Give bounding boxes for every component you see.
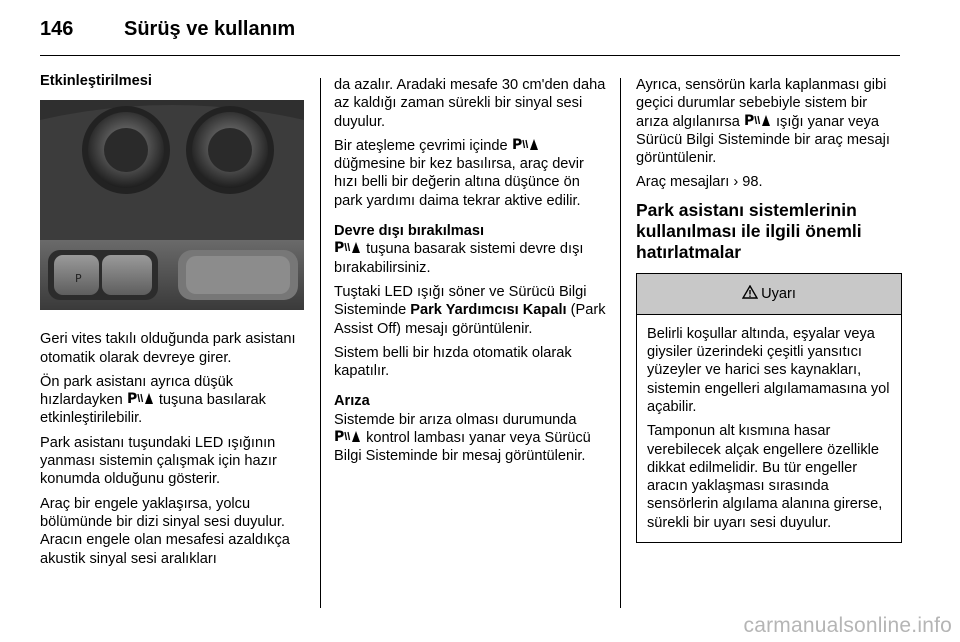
park-assist-icon xyxy=(334,240,362,254)
page-title: Sürüş ve kullanım xyxy=(124,18,296,40)
column-divider-1 xyxy=(320,78,321,608)
page-reference-link[interactable]: 98. xyxy=(742,174,763,191)
section-heading-important-notes: Park asistanı sistemlerinin kullanılması ile ilgili önemli hatırlatmalar xyxy=(636,199,862,262)
section-heading-deactivation: Devre dışı bırakılması xyxy=(334,223,485,240)
page-number: 146 xyxy=(40,18,74,40)
park-assist-icon xyxy=(127,391,155,405)
column-2 xyxy=(334,76,608,472)
paragraph: Park asistanı tuşundaki LED ışığının yanması sistemin çalışmak için hazır konumda olduğunu gösterir. xyxy=(40,434,277,488)
paragraph: P tuşuna basarak sistemi devre dışı bırakabilirsiniz. xyxy=(334,240,584,276)
svg-text:P: P xyxy=(334,240,345,255)
paragraph: Tamponun alt kısmına hasar verebilecek alçak engellere özellikle dikkat edilmelidir. Bu tür engeller aracın yaklaşması sırasında sensörlerin algılama alanına girerse, sürekli bir uyarı sesi duyulur. xyxy=(647,423,883,531)
paragraph: Geri vites takılı olduğunda park asistanı otomatik olarak devreye girer. xyxy=(40,331,296,366)
warning-body xyxy=(637,315,901,542)
watermark: carmanualsonline.info xyxy=(743,614,952,637)
header-divider xyxy=(40,55,900,56)
warning-title: Uyarı xyxy=(761,285,796,302)
paragraph: Sistemde bir arıza olması durumunda P kontrol lambası yanar veya Sürücü Bilgi Sisteminde bir mesaj görüntülenir. xyxy=(334,411,591,465)
warning-box xyxy=(636,273,902,543)
page-reference-icon: › xyxy=(733,174,739,191)
paragraph: Ayrıca, sensörün karla kaplanması gibi geçici durumlar sebebiyle sistem bir arıza algılanırsa P ışığı yanar veya Sürücü Bilgi Sisteminde bir araç mesajı görüntülenir. xyxy=(636,77,890,167)
paragraph: Tuştaki LED ışığı söner ve Sürücü Bilgi Sisteminde Park Yardımcısı Kapalı (Park Assist Off) mesajı görüntülenir. xyxy=(334,283,606,337)
paragraph: Araç mesajları › 98. xyxy=(636,174,763,191)
paragraph: Ön park asistanı ayrıca düşük hızlardayken P tuşuna basılarak etkinleştirilebilir. xyxy=(40,373,266,427)
svg-text:P: P xyxy=(334,429,345,444)
column-divider-2 xyxy=(620,78,621,608)
paragraph: Araç bir engele yaklaşırsa, yolcu bölümünde bir dizi sinyal sesi duyulur. Aracın engele olan mesafesi azaldıkça akustik sinyal sesi aralıkları xyxy=(40,495,290,567)
paragraph: Sistem belli bir hızda otomatik olarak kapatılır. xyxy=(334,344,572,380)
svg-text:P: P xyxy=(126,391,138,406)
paragraph: da azalır. Aradaki mesafe 30 cm'den daha az kaldığı zaman sürekli bir sinyal sesi duyulur. xyxy=(334,77,606,130)
park-assist-icon xyxy=(334,429,362,443)
paragraph: Bir ateşleme çevrimi içinde P düğmesine bir kez basılırsa, araç devir hızı belli bir değerin altına düşünce ön park yardımı daima tekrar aktive edilir. xyxy=(334,136,584,209)
park-assist-icon xyxy=(744,113,772,127)
svg-text:P: P xyxy=(743,112,755,127)
parking-assist-buttons-photo xyxy=(40,100,304,310)
warning-triangle-icon xyxy=(742,285,758,299)
park-assist-icon xyxy=(512,137,540,151)
warning-header xyxy=(637,274,901,315)
svg-text:P: P xyxy=(511,136,522,151)
svg-text:P: P xyxy=(75,272,82,286)
section-heading-activation: Etkinleştirilmesi xyxy=(40,73,152,89)
column-3 xyxy=(636,76,902,543)
column-1 xyxy=(40,72,306,574)
page-header xyxy=(40,14,900,54)
section-heading-fault: Arıza xyxy=(334,393,370,410)
paragraph: Belirli koşullar altında, eşyalar veya giysiler üzerindeki çeşitli yansıtıcı yüzeyler ve harici ses kaynakları, sistemin engelleri algılamamasına yol açabilir. xyxy=(647,325,890,415)
